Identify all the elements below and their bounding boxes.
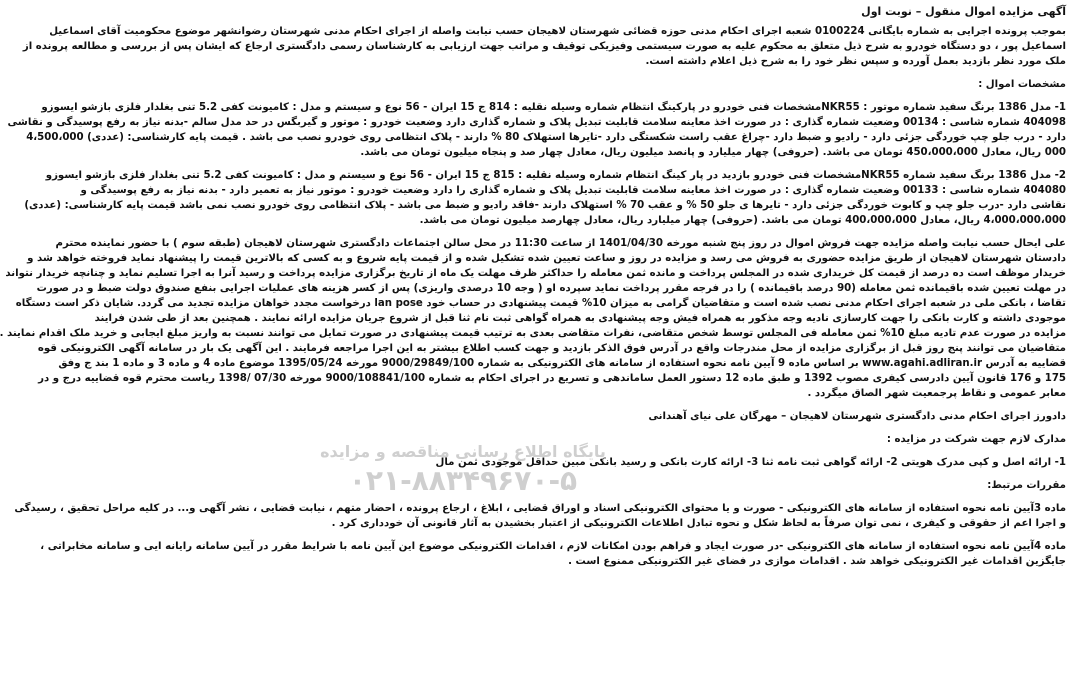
item-line: 404098 شماره شاسی : 00134 وضعیت شماره گذاری : در صورت اخذ معاینه سلامت قابلیت تبدیل پلاک و شماره گذاری دارد وضعیت خودرو : موتور و گیربگس در حد مدل سالم -بدنه نیاز به رفع پوسیدگی و نقاشی bbox=[7, 117, 1066, 128]
auction-line: علی ایحال حسب نیابت واصله مزایده جهت فروش اموال در روز پنج شنبه مورخه 1401/04/30 از ساعت 11:30 در محل سالن اجتماعات دادگستری شهرستان لاهیجان (طبقه سوم ) با حضور نماینده محترم bbox=[55, 238, 1066, 249]
item-line: 4،000،000،000 ریال، معادل 400،000،000 تومان می باشد. (حروفی) چهار میلیارد ریال، معادل چهارصد میلیون تومان می باشد. bbox=[419, 215, 1066, 226]
watermark-phone: ۰۲۱-۸۸۳۴۹۶۷۰-۵ bbox=[348, 464, 578, 497]
auction-line: خریدار موظف است ده درصد از قیمت کل خریداری شده در المجلس پرداخت و مانده ثمن معامله را حداکثر ظرف مهلت یک ماه از تاریخ برگزاری مزایده پرداخت و رسید آنرا به اجرا تسلیم نماید و چنانچه خریدار نتواند bbox=[5, 268, 1066, 279]
property-item-1 bbox=[7, 100, 1066, 160]
item-line: نقاشی دارد -درب جلو چپ و کابوت خوردگی جزئی دارد - تایرها ی جلو 50 % و عقب 70 % استهلاک دارند -فاقد رادیو و ضبط می باشد - پلاک انتظامی روی خودرو نصب نمی باشد قیمت پایه کارشناسی: (عددی) bbox=[24, 200, 1066, 211]
auction-line: در مهلت تعیین شده باقیمانده ثمن معامله (90 درصد باقیمانده ) را در فرجه مقرر پرداخت نماید سپرده او ( وجه 10 درصدی واریزی) پس از کسر هزینه های عملیات اجرایی بنفع صندوق دولت ضبط و در صورت bbox=[36, 283, 1066, 294]
docs-list: 1- ارائه اصل و کپی مدرک هویتی 2- ارائه گواهی ثبت نامه ثنا 3- ارائه کارت بانکی و رسید بانکی مبین حداقل موجودی ثمن مال bbox=[435, 457, 1066, 468]
rules-heading: مقررات مرتبط: bbox=[987, 480, 1066, 491]
rule-article-3 bbox=[14, 501, 1066, 531]
rule-line: ماده 4آیین نامه نحوه استفاده از سامانه های الکترونیکی -در صورت ایجاد و فراهم بودن امکانات لازم ، اقدامات الکترونیکی موضوع این آیین نامه با شرایط مقرر در آیین سامانه رایانه ایی و سامانه مخابراتی ، bbox=[40, 541, 1066, 552]
auction-line: موجودی داشته و کارت بانکی را جهت کارسازی ناديه وجه مذکور به همراه فیش وجه پیشنهادی به همراه گواهی ثبت نام ثنا قبل از شروع جریان مزایده ارائه نمایند . همچنین بعد از طی شدن فرایند bbox=[94, 313, 1066, 324]
auction-line: 175 و 176 قانون آیین دادرسی کیفری مصوب 1392 و طبق ماده 12 دستور العمل ساماندهی و تسریع در اجرای احکام به شماره 9000/108841/100 مورخه 07/30 /1398 ریاست محترم قوه قضاییه درج و در bbox=[38, 373, 1066, 384]
rule-line: جایگزین اقدامات غیر الکترونیکی خواهد شد . اقدامات موازی در فضای غیر الکترونیکی ممنوع است . bbox=[568, 556, 1066, 567]
intro-line: اسماعیل پور ، دو دستگاه خودرو به شرح ذیل متعلق به محکوم علیه به صورت سیستمی وفیزیکی توقیف و مراتب جهت ارزیابی به کارشناسان رسمی دادگستری ارجاع که ایشان پس از بررسی و مطالعه پرونده از bbox=[22, 41, 1066, 52]
intro-paragraph bbox=[22, 24, 1066, 69]
auction-line: دادستان شهرستان لاهیجان از طریق مزایده حضوری به فروش می رسد و مزایده در روز و ساعت تعیین شده تشکیل شده و از قیمت پایه شروع و به کسی که بالاترین قیمت را پیشنهاد نماید فروخته خواهد شد و bbox=[27, 253, 1066, 264]
notice-title: آگهی مزایده اموال منقول – نوبت اول bbox=[861, 5, 1066, 18]
docs-heading: مدارک لازم جهت شرکت در مزایده : bbox=[886, 434, 1066, 445]
item-line: دارد - درب جلو چپ خوردگی جزئی دارد - رادیو و ضبط دارد -چراغ عقب راست شکستگی دارد -تایرها استهلاک 80 % دارند - پلاک انتظامی روی خودرو نصب می باشد . قیمت پایه کارشناسی: (عددی) 4،500،000 bbox=[26, 132, 1066, 143]
auction-line: قضاییه به آدرس www.agahi.adliran.ir بر اساس ماده 9 آیین نامه نحوه استفاده از سامانه های الکترونیکی به شماره 9000/29849/100 مورخه 1395/05/24 موضوع ماده 4 و ماده 3 و ماده 1 بند ج وفق bbox=[58, 358, 1066, 369]
item-line: 2- مدل 1386 برنگ سفید شماره NKR55مشخصات فنی خودرو بازدید در پار کینگ انتظام شماره وسیله نقلیه : 815 ج 15 ایران - 56 نوع و سیستم و مدل : کامیونت کفی 5.2 تنی بغلدار فلزی بازشو ایسوزو bbox=[45, 170, 1066, 181]
item-line: 000 ریال، معادل 450،000،000 تومان می باشد. (حروفی) چهار میلیارد و پانصد میلیون ریال، معادل چهار صد و پنجاه میلیون تومان می باشد. bbox=[360, 147, 1066, 158]
intro-line: ملک مورد نظر بازدید بعمل آورده و سپس نظر خود را به شرح ذیل اعلام داشته است. bbox=[645, 56, 1066, 67]
rule-line: و اجرا اعم از حقوقی و کیفری ، نمی توان صرفاً به لحاظ شکل و نحوه تبادل اطلاعات الکترونیکی از اعتبار بخشیدن به آثار قانونی آن خودداری کرد . bbox=[331, 518, 1066, 529]
rule-line: ماده 3آیین نامه نحوه استفاده از سامانه های الکترونیکی - صورت و یا محتوای الکترونیکی اسناد و اوراق قضایی ، ابلاغ ، ارجاع پرونده ، احضار متهم ، نیابت قضایی ، نشر آگهی و... در کلیه مراحل تحقیق ، رسیدگی bbox=[14, 503, 1066, 514]
auction-line: مزایده در صورت عدم تادیه مبلغ 10% ثمن معامله فی المجلس توسط شخص متقاضی، نفرات متقاضی بعدی به ترتیب قیمت پیشنهادی در صورت تمایل می توانند نسبت به واریز مبلغ ایجابی و خرید ملک اقدام نمایند . bbox=[0, 328, 1066, 339]
property-item-2 bbox=[24, 168, 1066, 228]
rule-article-4 bbox=[40, 539, 1066, 569]
auction-line: متقاضیان می توانند پنج روز قبل از برگزاری مزایده از محل مندرجات واقع در آدرس فوق الذکر بازدید و جهت کسب اطلاع بیشتر به این اجرا مراجعه فرمایند . این آگهی یک بار در سامانه آگهی الکترونیکی قوه bbox=[37, 343, 1066, 354]
intro-line: بموجب پرونده اجرایی به شماره بایگانی 0100224 شعبه اجرای احکام مدنی حوزه قضائی شهرستان لاهیجان حسب نیابت واصله از اجرای احکام مدنی شهرستان رضوانشهر موضوع محکومیت آقای اسماعیل bbox=[49, 26, 1066, 37]
signature: دادورز اجرای احکام مدنی دادگستری شهرستان لاهیجان – مهرگان علی نیای آهندانی bbox=[648, 411, 1066, 422]
watermark-text: پایگاه اطلاع رسانی مناقصه و مزایده bbox=[320, 442, 606, 461]
specs-heading: مشخصات اموال : bbox=[978, 79, 1066, 90]
item-line: 404080 شماره شاسی : 00133 وضعیت شماره گذاری : در صورت اخذ معاینه سلامت قابلیت تبدیل پلاک و شماره گذاری را دارد وضعیت خودرو : موتور نیاز به تعمیر دارد - بدنه نیاز به رفع پوسیدگی و bbox=[80, 185, 1066, 196]
auction-line: تقاضا ، بانکی ملی در شعبه اجرای احکام مدنی نصب شده است و متقاضیان گرامی به میزان 10% قیمت پیشنهادی در حساب خود lan pose درخواست مجدد خواهان مزایده تجدید می گردد. شایان ذکر است دستگاه bbox=[15, 298, 1066, 309]
item-line: 1- مدل 1386 برنگ سفید شماره موتور : NKR55مشخصات فنی خودرو در پارکینگ انتظام شماره وسیله نقلیه : 814 ج 15 ایران - 56 نوع و سیستم و مدل : کامیونت کفی 5.2 تنی بغلدار فلزی بازشو ایسوزو bbox=[41, 102, 1066, 113]
auction-details bbox=[0, 236, 1066, 401]
auction-line: معابر عمومی و نقاط پرجمعیت شهر الصاق میگردد . bbox=[807, 388, 1066, 399]
auction-notice bbox=[0, 4, 1066, 694]
